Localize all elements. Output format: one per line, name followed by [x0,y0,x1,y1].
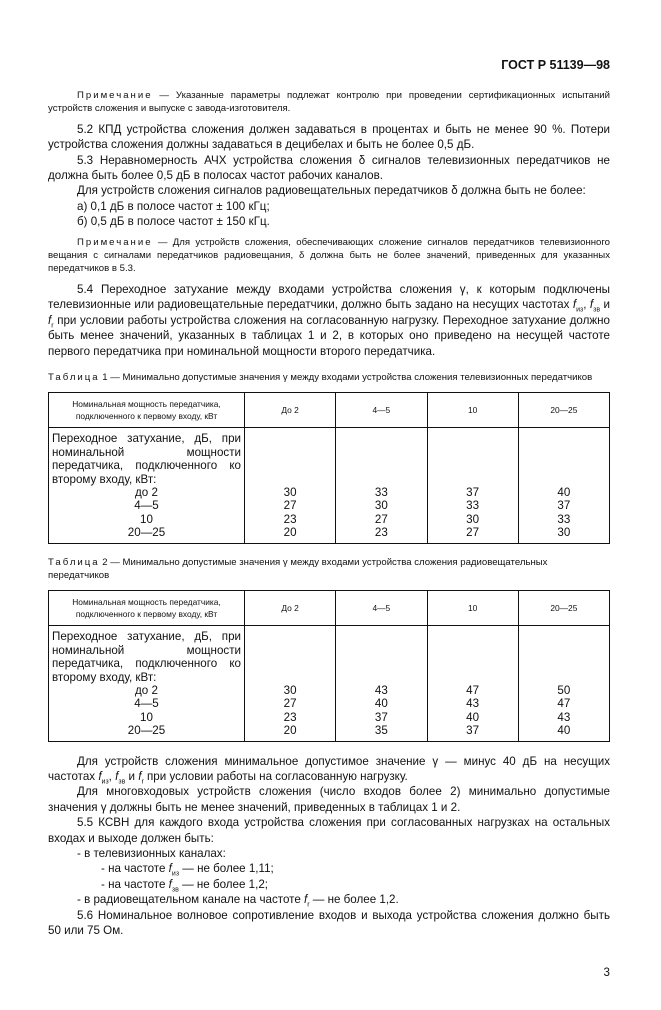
value-cell: 43 [518,711,609,724]
para-5-3-b-item: б) 0,5 дБ в полосе частот ± 150 кГц. [77,215,270,229]
para-5-5-f1: - на частоте $f_{из}$ — не более 1,11; [101,862,274,878]
row-header-cell: Переходное затухание, дБ, при номинальной мощности передатчика, подключенного ко второму входу, кВт: [49,626,245,684]
header-cell: 20—25 [518,591,609,626]
para-5-6: 5.6 Номинальное волновое сопротивление входов и выхода устройства сложения должно быть 50 или 75 Ом. [48,908,610,938]
value-cell: 30 [245,684,336,697]
table-row-header [49,626,610,684]
table-1-caption: Таблица 1 — Минимально допустимые значения γ между входами устройства сложения телевизионных передатчиков [48,371,593,383]
row-label: 20—25 [49,526,245,543]
page-number: 3 [603,965,610,979]
table-row [49,526,610,543]
header-cell: 10 [427,591,518,626]
para-5-3-b: Для устройств сложения сигналов радиовещательных передатчиков δ должна быть не более: [77,184,586,198]
row-header-cell: Переходное затухание, дБ, при номинальной мощности передатчика, подключенного ко второму входу, кВт: [49,428,245,486]
header-cell: Номинальная мощность передатчика, подключенного к первому входу, кВт [49,393,245,428]
row-label: до 2 [49,486,245,499]
value-cell: 40 [518,724,609,741]
value-cell: 30 [518,526,609,543]
note-text: — Для устройств сложения, обеспечивающих сложение сигналов передатчиков телевизионного вещания с сигналами передатчиков радиовещания, δ должна быть не более значений, приведенных для указанных передатчиков в 5.3. [48,236,610,275]
value-cell: 35 [336,724,427,741]
value-cell: 27 [245,697,336,710]
table-row [49,697,610,710]
value-cell: 20 [245,724,336,741]
para-5-3-a-item: а) 0,1 дБ в полосе частот ± 100 кГц; [77,199,270,213]
value-cell: 37 [336,711,427,724]
value-cell: 40 [427,711,518,724]
para-5-5-radio: - в радиовещательном канале на частоте $f_r$ — не более 1,2. [77,893,399,909]
value-cell: 37 [427,724,518,741]
table-row [49,684,610,697]
value-cell: 23 [245,711,336,724]
empty-cell [336,626,427,684]
value-cell: 43 [427,697,518,710]
para-5-4: 5.4 Переходное затухание между входами устройства сложения γ, к которым подключены телевизионные или радиовещательные передатчики, должно быть задано на несущих частотах $f_{из}$, $f_{зв}$ и $f_r$ при условии работы устройства сложения на согласованную нагрузку. Переходное затухание должно быть менее значений, указанных в таблицах 1 и 2, в которых оно приведено на несущей частоте первого передатчика при номинальной мощности второго передатчика. [48,282,610,358]
document-header: ГОСТ Р 51139—98 [501,58,610,72]
value-cell: 23 [336,526,427,543]
para-5-5-tv: - в телевизионных каналах: [77,847,226,861]
value-cell: 30 [336,499,427,512]
note-label: Примечание [77,90,153,101]
value-cell: 47 [518,697,609,710]
empty-cell [336,428,427,486]
row-label: 20—25 [49,724,245,741]
para-5-5: 5.5 КСВН для каждого входа устройства сложения при согласованных нагрузках на остальных входах и выходе должен быть: [48,816,610,845]
empty-cell [245,428,336,486]
table-2 [48,590,610,741]
header-cell: 10 [427,393,518,428]
table-row [49,711,610,724]
note-2 [48,236,610,276]
header-cell: 4—5 [336,393,427,428]
value-cell: 50 [518,684,609,697]
table-1 [48,392,610,543]
header-cell: 20—25 [518,393,609,428]
note-label: Примечание [77,236,153,248]
table-2-caption: Таблица 2 — Минимально допустимые значения γ между входами устройства сложения радиовещательных передатчиков [48,556,548,581]
value-cell: 20 [245,526,336,543]
para-multi-input: Для многовходовых устройств сложения (число входов более 2) минимально допустимые значения γ должны быть не менее значений, приведенных в таблицах 1 и 2. [48,785,610,814]
value-cell: 23 [245,513,336,526]
empty-cell [427,428,518,486]
row-label: 4—5 [49,697,245,710]
para-gamma-min: Для устройств сложения минимальное допустимое значение γ — минус 40 дБ на несущих частотах $f_{из}$, $f_{зв}$ и $f_r$ при условии работы на согласованную нагрузку. [48,754,610,786]
table-row [49,513,610,526]
row-label: 10 [49,513,245,526]
value-cell: 47 [427,684,518,697]
table-row-header [49,428,610,486]
value-cell: 40 [336,697,427,710]
value-cell: 33 [336,486,427,499]
para-5-2: 5.2 КПД устройства сложения должен задаваться в процентах и быть не менее 90 %. Потери устройства сложения должны задаваться в децибелах и быть не более 0,5 дБ. [48,122,610,152]
value-cell: 27 [336,513,427,526]
note-text: — Указанные параметры подлежат контролю при проведении сертификационных испытаний устройств сложения и выпуске с завода-изготовителя. [48,90,610,115]
row-label: до 2 [49,684,245,697]
header-cell: Номинальная мощность передатчика, подключенного к первому входу, кВт [49,591,245,626]
value-cell: 43 [336,684,427,697]
empty-cell [518,428,609,486]
header-cell: До 2 [245,393,336,428]
value-cell: 33 [518,513,609,526]
value-cell: 27 [245,499,336,512]
empty-cell [245,626,336,684]
empty-cell [518,626,609,684]
value-cell: 33 [427,499,518,512]
note-1 [48,89,610,116]
value-cell: 30 [245,486,336,499]
value-cell: 30 [427,513,518,526]
row-label: 10 [49,711,245,724]
value-cell: 27 [427,526,518,543]
para-5-5-f2: - на частоте $f_{зв}$ — не более 1,2; [101,877,269,894]
table-row [49,724,610,741]
row-label: 4—5 [49,499,245,512]
value-cell: 37 [427,486,518,499]
header-cell: 4—5 [336,591,427,626]
para-5-3: 5.3 Неравномерность АЧХ устройства сложения δ сигналов телевизионных передатчиков не должна быть более 0,5 дБ в полосах частот рабочих каналов. [48,153,610,183]
table-row [49,499,610,512]
empty-cell [427,626,518,684]
value-cell: 40 [518,486,609,499]
value-cell: 37 [518,499,609,512]
table-header-row [49,393,610,428]
header-cell: До 2 [245,591,336,626]
table-header-row [49,591,610,626]
table-row [49,486,610,499]
